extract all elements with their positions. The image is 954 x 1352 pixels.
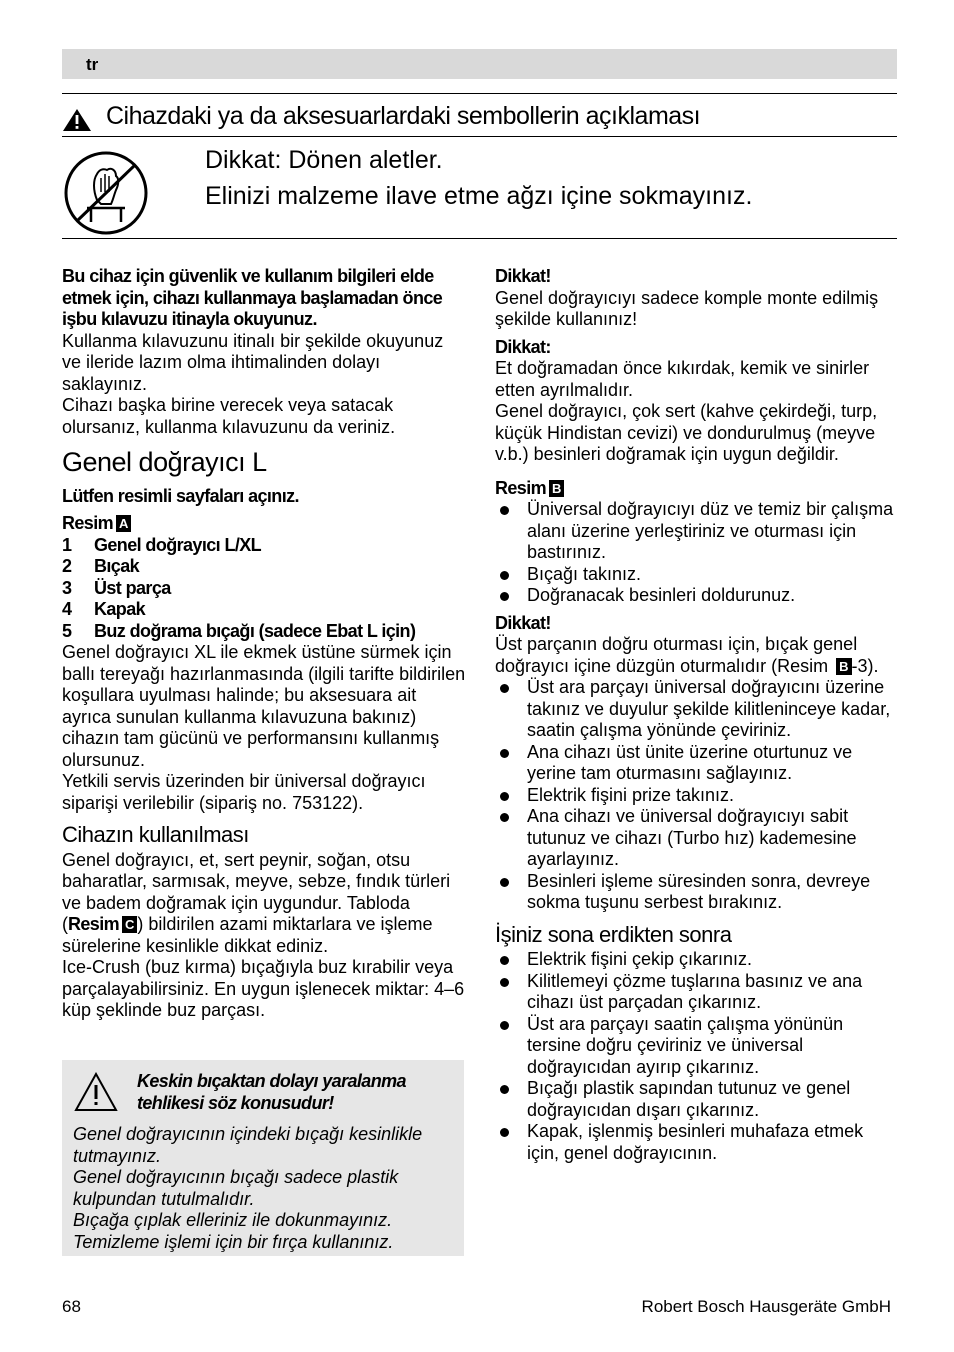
- warning-box: [62, 1060, 464, 1256]
- after-use-heading: İşiniz sona erdikten sonra: [495, 921, 732, 947]
- step-item: Üniversal doğrayıcıyı düz ve temiz bir çalışma alanı üzerine yerleştiriniz ve oturması için bastırınız.: [495, 499, 897, 564]
- step-item: Ana cihazı ve üniversal doğrayıcıyı sabit tutunuz ve cihazı (Turbo hız) kademesine ayarlayınız.: [495, 806, 897, 871]
- caution-text: Genel doğrayıcıyı sadece komple monte edilmiş şekilde kullanınız!: [495, 287, 879, 329]
- step-item: Elektrik fişini çekip çıkarınız.: [495, 949, 897, 971]
- company-name: Robert Bosch Hausgeräte GmbH: [641, 1297, 891, 1316]
- symbol-caption-line1: Dikkat: Dönen aletler.: [205, 146, 443, 174]
- caution-label: Dikkat:: [495, 336, 551, 357]
- language-code: tr: [86, 55, 99, 74]
- divider: [62, 136, 897, 137]
- divider: [62, 238, 897, 239]
- step-item: Bıçağı plastik sapından tutunuz ve genel doğrayıcıdan dışarı çıkarınız.: [495, 1078, 897, 1121]
- warning-triangle-icon: [62, 108, 92, 132]
- section-title-text: Cihazdaki ya da aksesuarlardaki sembollerin açıklaması: [106, 102, 701, 130]
- left-column: [62, 266, 467, 1022]
- figure-ref: Resim A: [62, 513, 467, 535]
- step-item: Ana cihazı üst ünite üzerine oturtunuz ve yerine tam oturmasını sağlayınız.: [495, 742, 897, 785]
- figure-c-badge: C: [122, 916, 137, 933]
- warning-line: Genel doğrayıcının bıçağı sadece plastik kulpundan tutulmalıdır.: [73, 1167, 399, 1209]
- section-title: [62, 100, 897, 136]
- step-item: Üst ara parçayı saatin çalışma yönünün tersine doğru çeviriniz ve üniversal doğrayıcıdan ayırıp çıkarınız.: [495, 1014, 897, 1079]
- step-item: Besinleri işleme süresinden sonra, devreye sokma tuşunu serbest bırakınız.: [495, 871, 897, 914]
- warning-line: Temizleme işlemi için bir fırça kullanınız.: [73, 1231, 394, 1252]
- caution-label: Dikkat!: [495, 266, 551, 286]
- caution-label: Dikkat!: [495, 612, 551, 633]
- intro-bold: Bu cihaz için güvenlik ve kullanım bilgileri elde etmek için, cihazı kullanmaya başlamadan önce işbu kılavuzu itinayla okuyunuz.: [62, 266, 443, 329]
- caution-text: Üst parçanın doğru oturması için, bıçak genel doğrayıcı içine düzgün oturmalıdır (Resim B -3).: [495, 634, 879, 676]
- parts-list-item: 3 Üst parça: [62, 577, 171, 598]
- caution-text: Et doğramadan önce kıkırdak, kemik ve sinirler etten ayrılmalıdır.: [495, 358, 870, 400]
- open-pages-note: Lütfen resimli sayfaları açınız.: [62, 485, 299, 506]
- usage-paragraph: Genel doğrayıcı, et, sert peynir, soğan, otsu baharatlar, sarmısak, meyve, sebze, fındık türleri ve badem doğramak için uygundur. Tabloda (Resim C ) bildirilen azami miktarlara ve işleme sürelerine kesinlikle dikkat ediniz.: [62, 849, 451, 956]
- figure-b-badge: B: [836, 658, 851, 675]
- xl-paragraph: Genel doğrayıcı XL ile ekmek üstüne sürmek için ballı tereyağı hazırlanmasında (ilgili tarifte bildirilen koşullara uyulması halinde; bu aksesuara ait ayrıca sunulan kullanma kılavuzuna bakınız) cihazın tam gücünü ve performansını kullanmış olursunuz.: [62, 642, 466, 770]
- figure-a-badge: A: [116, 515, 131, 532]
- warning-line: Genel doğrayıcının içindeki bıçağı kesinlikle tutmayınız.: [73, 1124, 423, 1166]
- parts-list: [62, 535, 467, 643]
- parts-list-item: 5 Buz doğrama bıçağı (sadece Ebat L için): [62, 620, 416, 641]
- parts-list-item: 4 Kapak: [62, 599, 146, 619]
- step-item: Doğranacak besinleri doldurunuz.: [495, 585, 897, 607]
- figure-b-badge: B: [549, 480, 564, 497]
- steps-list: [495, 499, 897, 607]
- warning-body: [73, 1124, 458, 1253]
- usage-heading: Cihazın kullanılması: [62, 822, 249, 847]
- warning-line: Bıçağa çıplak elleriniz ile dokunmayınız.: [73, 1210, 393, 1230]
- language-bar: [62, 49, 897, 79]
- service-paragraph: Yetkili servis üzerinden bir üniversal doğrayıcı siparişi verilebilir (sipariş no. 753122).: [62, 771, 426, 813]
- step-item: Elektrik fişini prize takınız.: [495, 785, 897, 807]
- product-heading: Genel doğrayıcı L: [62, 447, 267, 477]
- intro-paragraph: Kullanma kılavuzunu itinalı bir şekilde okuyunuz ve ileride lazım olma ihtimalinden dolayı saklayınız.: [62, 330, 444, 394]
- step-item: Bıçağı takınız.: [495, 564, 897, 586]
- symbol-caption-line2: Elinizi malzeme ilave etme ağzı içine sokmayınız.: [205, 182, 753, 210]
- warning-heading: Keskin bıçaktan dolayı yaralanma tehlikesi söz konusudur!: [137, 1071, 406, 1113]
- step-item: Kilitlemeyi çözme tuşlarına basınız ve ana cihazı üst parçadan çıkarınız.: [495, 971, 897, 1014]
- steps-list: [495, 949, 897, 1164]
- step-item: Kapak, işlenmiş besinleri muhafaza etmek için, genel doğrayıcının.: [495, 1121, 897, 1164]
- step-item: Üst ara parçayı üniversal doğrayıcını üzerine takınız ve duyulur şekilde kilitleninceye kadar, saatin çalışma yönünde çeviriniz.: [495, 677, 897, 742]
- steps-list: [495, 677, 897, 914]
- page-number: 68: [62, 1297, 81, 1316]
- figure-ref: Resim B: [495, 478, 897, 500]
- intro-paragraph: Cihazı başka birine verecek veya satacak olursanız, kullanma kılavuzunu da veriniz.: [62, 395, 396, 437]
- parts-list-item: 2 Bıçak: [62, 556, 140, 576]
- divider: [62, 93, 897, 94]
- hard-foods-paragraph: Genel doğrayıcı, çok sert (kahve çekirdeği, turp, küçük Hindistan cevizi) ve dondurulmuş (meyve v.b.) besinleri doğramak için uygun değildir.: [495, 401, 878, 464]
- right-column: [495, 266, 897, 1164]
- warning-triangle-icon: [74, 1072, 118, 1112]
- parts-list-item: 1 Genel doğrayıcı L/XL: [62, 534, 262, 555]
- no-hand-icon: [63, 150, 149, 236]
- ice-crush-paragraph: Ice-Crush (buz kırma) bıçağıyla buz kırabilir veya parçalayabilirsiniz. En uygun işlenecek miktar: 4–6 küp şeklinde buz parçası.: [62, 957, 465, 1020]
